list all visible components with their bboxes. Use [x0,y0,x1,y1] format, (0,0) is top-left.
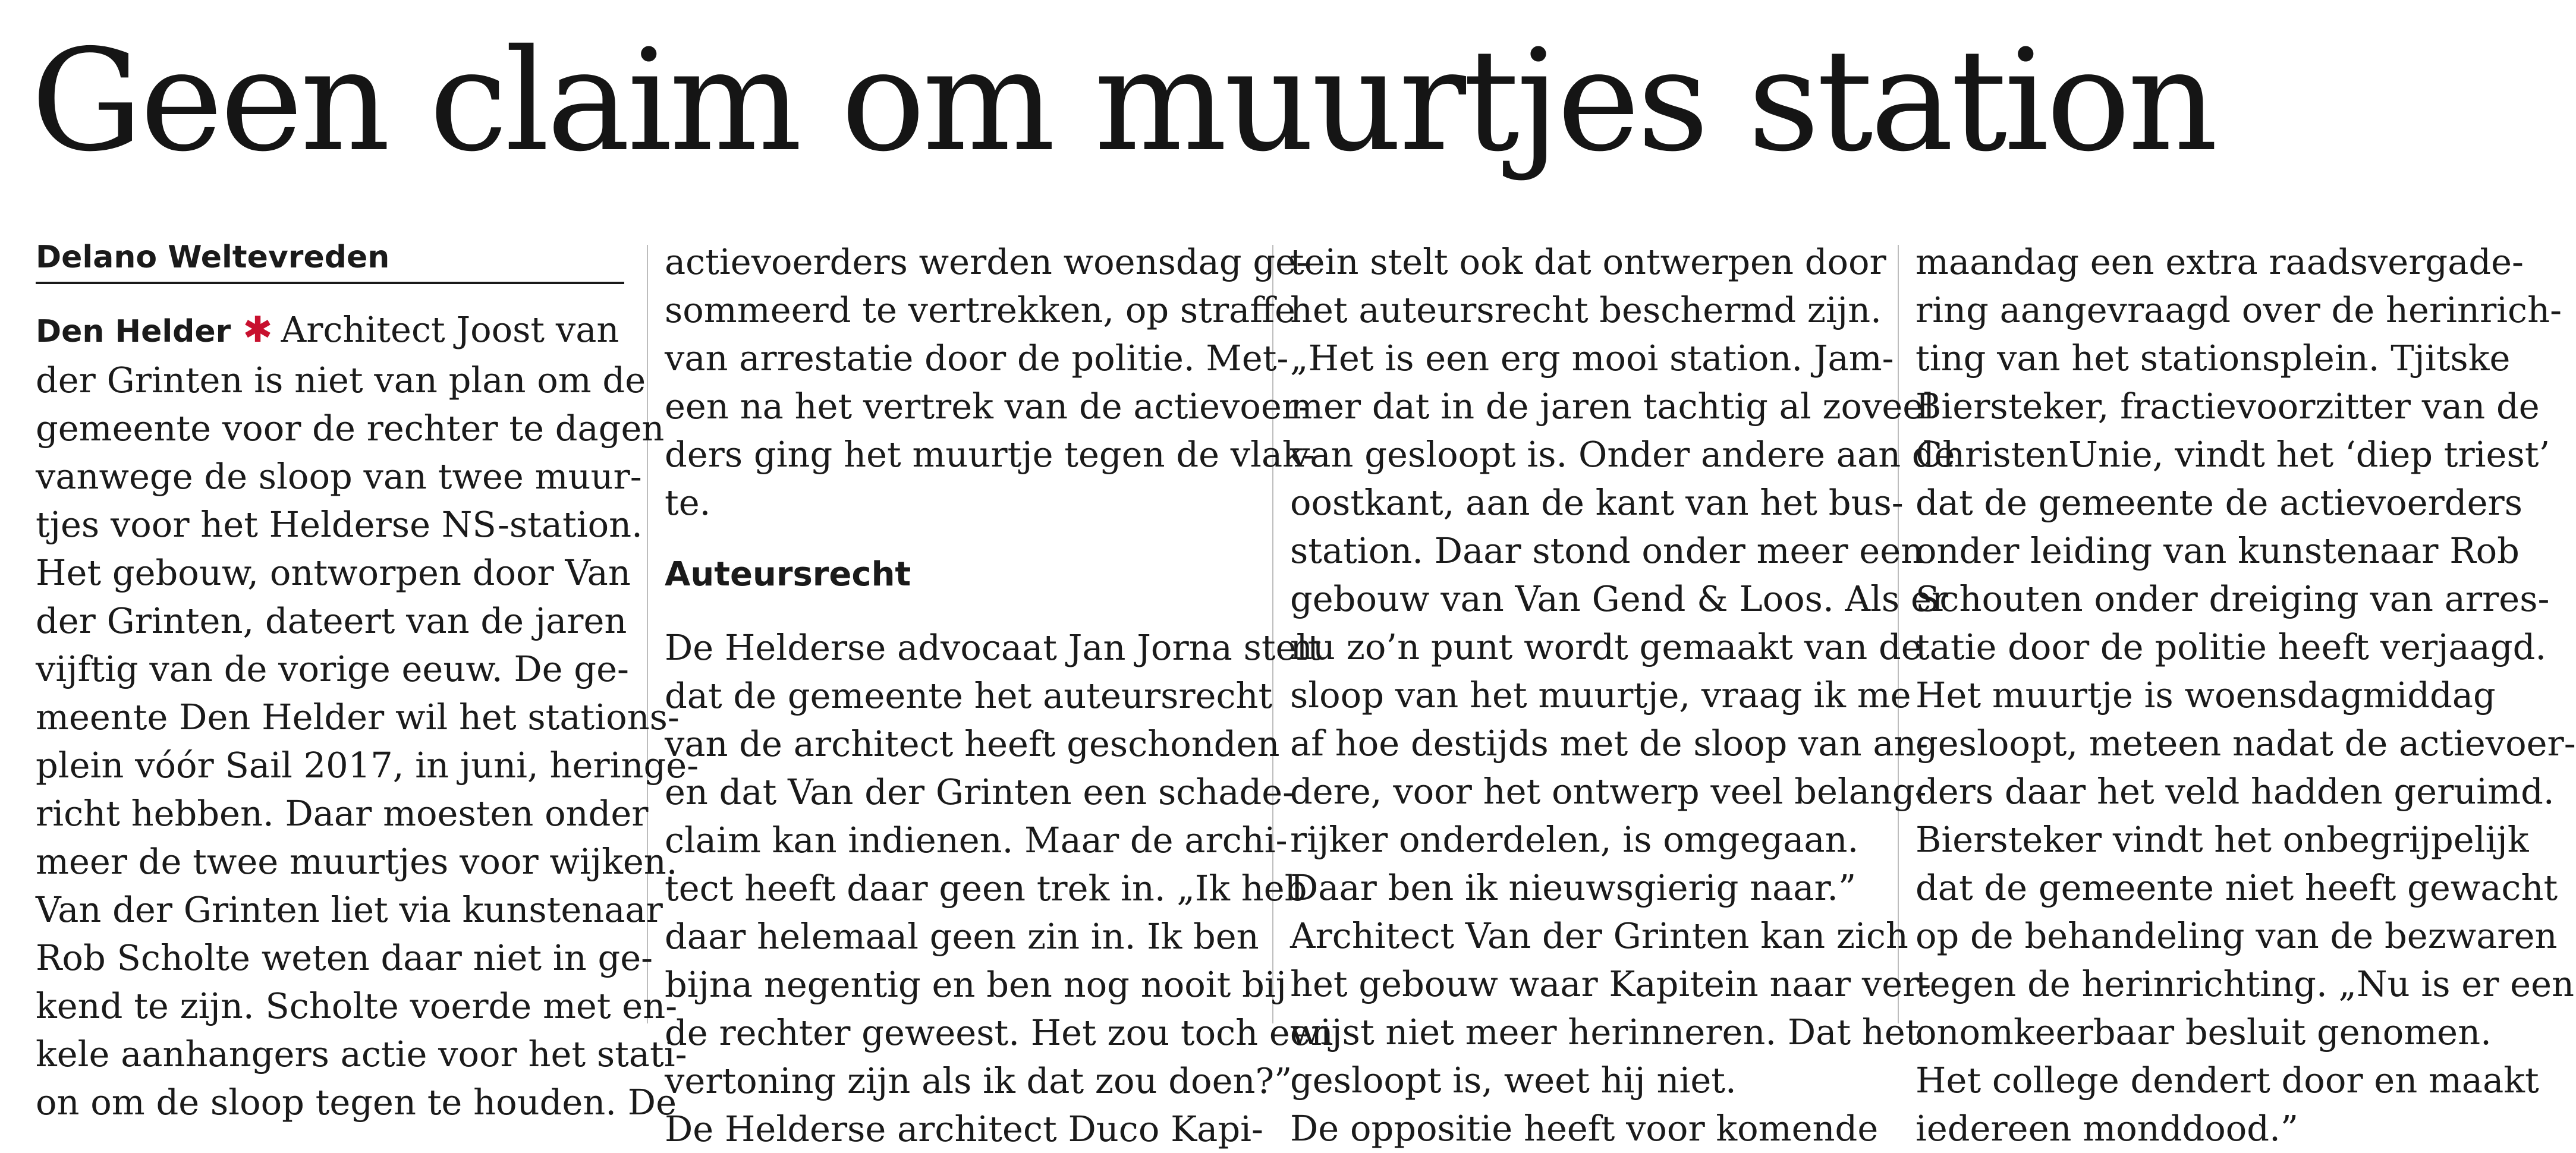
column-line: ders ging het muurtje tegen de vlak- [665,434,1315,475]
column-line: richt hebben. Daar moesten onder [36,793,649,834]
column-text [1290,238,1955,1152]
column-line: station. Daar stond onder meer een [1290,530,1924,571]
article-column-1 [36,238,699,1126]
column-line: vanwege de sloop van twee muur- [36,456,642,497]
column-line: De Helderse architect Duco Kapi- [665,1108,1263,1149]
column-line: gebouw van Van Gend & Loos. Als er [1290,578,1949,619]
column-line: en dat Van der Grinten een schade- [665,771,1295,812]
column-line: de rechter geweest. Het zou toch een [665,1012,1333,1053]
article-column-3 [1290,238,1955,1152]
column-line: tect heeft daar geen trek in. „Ik heb [665,868,1307,909]
article-column-2 [665,238,1333,1153]
column-line: Het college dendert door en maakt [1916,1060,2539,1101]
column-line: iedereen monddood.” [1916,1108,2298,1149]
article-byline: Delano Weltevreden [36,238,624,284]
column-line: tatie door de politie heeft verjaagd. [1916,626,2547,667]
column-line: gesloopt, meteen nadat de actievoer- [1916,723,2576,764]
column-line [36,305,624,356]
column-line: te. [665,482,711,523]
column-text [36,356,699,1126]
column-line: een na het vertrek van de actievoer- [665,386,1310,427]
column-line: dat de gemeente het auteursrecht [665,675,1273,716]
column-line: sloop van het muurtje, vraag ik me [1290,675,1911,716]
column-line: op de behandeling van de bezwaren [1916,915,2558,956]
column-line: kend te zijn. Scholte voerde met en- [36,985,678,1026]
article-headline: Geen claim om muurtjes station [31,19,2215,182]
column-line: Biersteker vindt het onbegrijpelijk [1916,819,2529,860]
column-line: meer de twee muurtjes voor wijken. [36,841,678,882]
column-line: Architect Van der Grinten kan zich [1290,915,1908,956]
column-line: van arrestatie door de politie. Met- [665,338,1289,379]
column-line: nu zo’n punt wordt gemaakt van de [1290,626,1922,667]
column-line: claim kan indienen. Maar de archi- [665,820,1288,861]
column-line: rijker onderdelen, is omgegaan. [1290,819,1859,860]
column-line: van de architect heeft geschonden [665,723,1280,764]
column-line: onomkeerbaar besluit genomen. [1916,1012,2492,1053]
column-line: Het gebouw, ontworpen door Van [36,552,631,593]
column-line: dat de gemeente niet heeft gewacht [1916,867,2558,908]
column-line-text: Architect Joost van [281,309,619,350]
column-line: mer dat in de jaren tachtig al zoveel [1290,386,1935,427]
column-line: tegen de herinrichting. „Nu is er een [1916,963,2575,1004]
article-dateline: Den Helder [36,314,231,349]
column-line: tein stelt ook dat ontwerpen door [1290,241,1886,282]
column-line: bijna negentig en ben nog nooit bij [665,964,1287,1005]
column-line: vijftig van de vorige eeuw. De ge- [36,648,629,689]
column-line: dere, voor het ontwerp veel belang- [1290,771,1927,812]
column-line: wijst niet meer herinneren. Dat het [1290,1012,1920,1053]
column-line: Schouten onder dreiging van arres- [1916,578,2550,619]
article-column-4 [1916,238,2576,1152]
column-line: het gebouw waar Kapitein naar ver- [1290,963,1932,1004]
column-line: daar helemaal geen zin in. Ik ben [665,916,1259,957]
column-line: plein vóór Sail 2017, in juni, heringe- [36,745,699,786]
column-line: vertoning zijn als ik dat zou doen?” [665,1060,1292,1101]
column-line: Het muurtje is woensdagmiddag [1916,675,2496,716]
column-line: ders daar het veld hadden geruimd. [1916,771,2555,812]
column-line: dat de gemeente de actievoerders [1916,482,2522,523]
column-text [1916,238,2576,1152]
column-line: actievoerders werden woensdag ge- [665,241,1308,282]
column-line: ChristenUnie, vindt het ‘diep triest’ [1916,434,2550,475]
column-line: Daar ben ik nieuwsgierig naar.” [1290,867,1857,908]
column-line: af hoe destijds met de sloop van an- [1290,723,1929,764]
column-line: gesloopt is, weet hij niet. [1290,1060,1737,1101]
column-line: van gesloopt is. Onder andere aan de [1290,434,1955,475]
section-subhead: Auteursrecht [665,555,911,594]
column-text [665,238,1315,527]
column-line: sommeerd te vertrekken, op straffe [665,289,1296,330]
column-line: Biersteker, fractievoorzitter van de [1916,386,2540,427]
column-line: der Grinten is niet van plan om de [36,360,646,401]
column-line: meente Den Helder wil het stations- [36,697,680,738]
column-line: Rob Scholte weten daar niet in ge- [36,937,653,978]
column-line: gemeente voor de rechter te dagen [36,408,665,449]
column-line: De Helderse advocaat Jan Jorna stelt [665,627,1322,668]
column-line: kele aanhangers actie voor het stati- [36,1034,687,1075]
column-line: onder leiding van kunstenaar Rob [1916,530,2520,571]
column-line: tjes voor het Helderse NS-station. [36,504,643,545]
column-line: der Grinten, dateert van de jaren [36,600,627,641]
column-line: Van der Grinten liet via kunstenaar [36,889,663,930]
column-line: ring aangevraagd over de herinrich- [1916,289,2562,330]
column-line: on om de sloop tegen te houden. De [36,1082,677,1123]
column-line: „Het is een erg mooi station. Jam- [1290,338,1894,379]
column-line: maandag een extra raadsvergade- [1916,241,2524,282]
column-line: oostkant, aan de kant van het bus- [1290,482,1904,523]
column-text [665,623,1333,1153]
column-line: De oppositie heeft voor komende [1290,1108,1879,1149]
column-line: ting van het stationsplein. Tjitske [1916,338,2511,379]
asterisk-icon: ✱ [243,309,273,351]
column-line: het auteursrecht beschermd zijn. [1290,289,1882,330]
